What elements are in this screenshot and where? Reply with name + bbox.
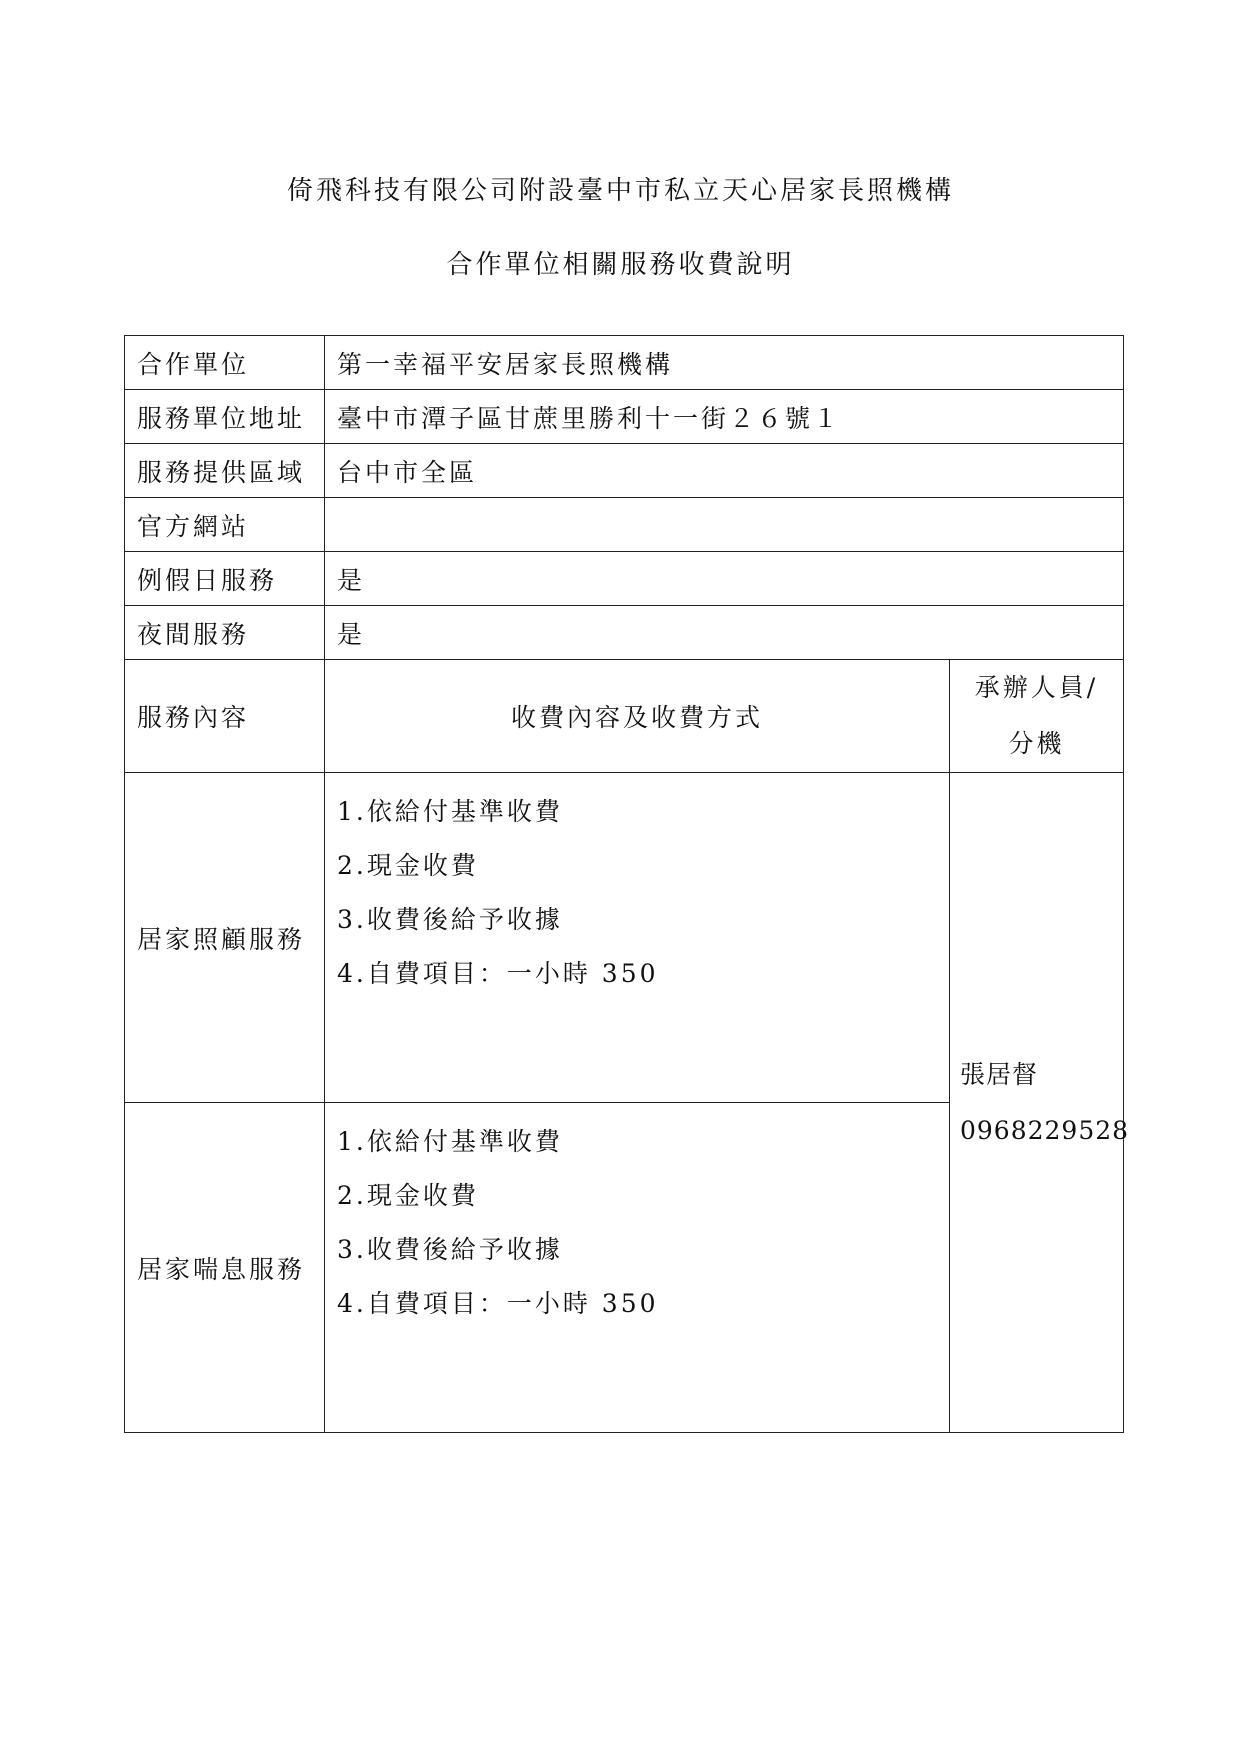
info-value: 是 [325,552,1124,606]
info-value: 第一幸福平安居家長照機構 [325,336,1124,390]
fee-line: 2.現金收費 [337,851,479,880]
info-row-area [125,444,1124,498]
service-row [125,773,1124,1103]
header-fees: 收費內容及收費方式 [325,660,950,773]
info-label: 服務提供區域 [125,444,325,498]
table-header-row [125,660,1124,773]
info-label: 服務單位地址 [125,390,325,444]
contact-name: 張居督 [960,1059,1039,1089]
header-contact-line2: 分機 [1008,729,1065,758]
info-value: 是 [325,606,1124,660]
fee-line: 4.自費項目：一小時 350 [337,959,659,988]
info-row-night [125,606,1124,660]
info-value: 臺中市潭子區甘蔗里勝利十一街２６號１ [325,390,1124,444]
info-row-address [125,390,1124,444]
info-value: 台中市全區 [325,444,1124,498]
info-value [325,498,1124,552]
header-contact [950,660,1124,773]
info-row-partner [125,336,1124,390]
service-fee-details [325,1103,950,1433]
info-label: 夜間服務 [125,606,325,660]
fee-line: 1.依給付基準收費 [337,797,563,826]
info-label: 官方網站 [125,498,325,552]
service-fee-details [325,773,950,1103]
service-name: 居家喘息服務 [125,1103,325,1433]
info-row-holiday [125,552,1124,606]
document-subtitle: 合作單位相關服務收費說明 [446,250,795,280]
fee-line: 1.依給付基準收費 [337,1127,563,1156]
fee-line: 3.收費後給予收據 [337,905,563,934]
fee-line: 2.現金收費 [337,1181,479,1210]
service-fee-table [124,335,1130,1433]
service-name: 居家照顧服務 [125,773,325,1103]
header-contact-line1: 承辦人員/ [974,673,1099,702]
info-label: 例假日服務 [125,552,325,606]
info-row-website [125,498,1124,552]
contact-cell [950,773,1130,1433]
info-label: 合作單位 [125,336,325,390]
contact-phone: 0968229528 [960,1115,1130,1145]
fee-line: 4.自費項目：一小時 350 [337,1289,659,1318]
document-title: 倚飛科技有限公司附設臺中市私立天心居家長照機構 [286,176,954,206]
fee-line: 3.收費後給予收據 [337,1235,563,1264]
header-service: 服務內容 [125,660,325,773]
